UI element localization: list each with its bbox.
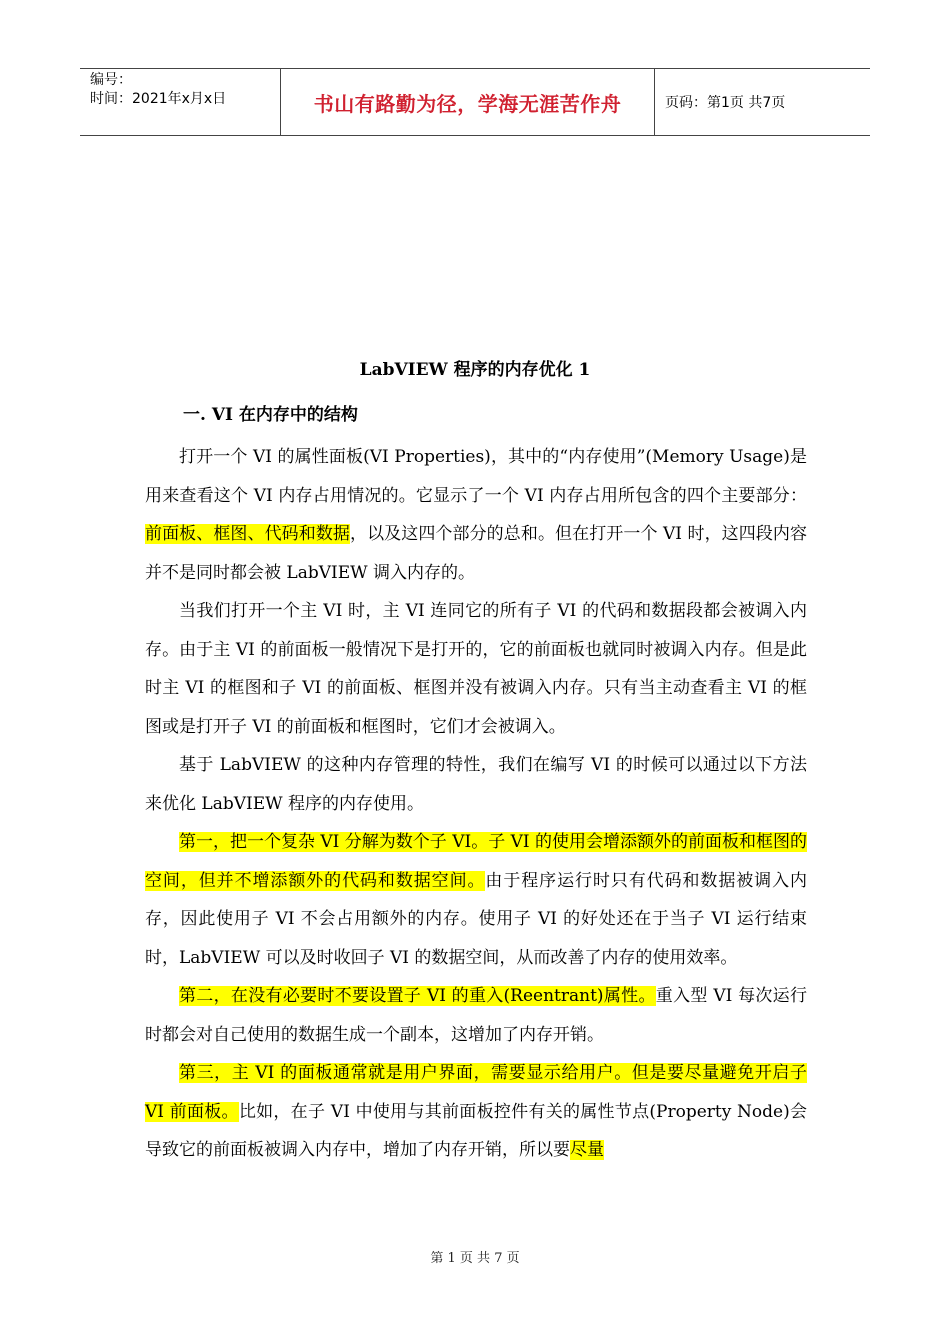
motto: 书山有路勤为径，学海无涯苦作舟 — [313, 91, 622, 116]
paragraph-5: 第二，在没有必要时不要设置子 VI 的重入(Reentrant)属性。重入型 VI 每次运行时都会对自己使用的数据生成一个副本，这增加了内存开销。 — [145, 986, 807, 1045]
page-code-cell — [655, 69, 870, 135]
number-label: 编号： — [90, 72, 132, 88]
paragraph-4: 第一，把一个复杂 VI 分解为数个子 VI。子 VI 的使用会增添额外的前面板和框图的空间，但并不增添额外的代码和数据空间。由于程序运行时只有代码和数据被调入内存，因此使用子 VI 不会占用额外的内存。使用子 VI 的好处还在于当子 VI 运行结束时，LabVIEW 可以及时收回子 VI 的数据空间，从而改善了内存的使用效率。 — [145, 832, 808, 968]
highlight: 第三，主 VI 的面板通常就是用户界面，需要显示给用户。但是要尽量避免开启子 VI 前面板。 — [145, 1063, 807, 1122]
highlight: 第二，在没有必要时不要设置子 VI 的重入(Reentrant)属性。 — [179, 986, 656, 1006]
paragraph-2: 当我们打开一个主 VI 时，主 VI 连同它的所有子 VI 的代码和数据段都会被调入内存。由于主 VI 的前面板一般情况下是打开的，它的前面板也就同时被调入内存。但是此时主 VI 的框图和子 VI 的前面板、框图并没有被调入内存。只有当主动查看主 VI 的框图或是打开子 VI 的前面板和框图时，它们才会被调入。 — [145, 601, 807, 737]
highlight: 第一，把一个复杂 VI 分解为数个子 VI。子 VI 的使用会增添额外的前面板和框图的空间，但并不增添额外的代码和数据空间。 — [145, 832, 807, 891]
highlight: 前面板、框图、代码和数据 — [145, 524, 351, 544]
section-heading: 一. VI 在内存中的结构 — [183, 405, 358, 425]
paragraph-1: 打开一个 VI 的属性面板(VI Properties)，其中的“内存使用”(Memory Usage)是用来查看这个 VI 内存占用情况的。它显示了一个 VI 内存占用所包含的四个主要部分：前面板、框图、代码和数据，以及这四个部分的总和。但在打开一个 VI 时，这四段内容并不是同时都会被 LabVIEW 调入内存的。 — [145, 447, 807, 583]
header-meta-cell — [80, 69, 281, 135]
page-code: 页码：第1页 共7页 — [665, 95, 786, 111]
time-label: 时间：2021年x月x日 — [90, 91, 227, 107]
header-table — [80, 68, 870, 136]
paragraph-6: 第三，主 VI 的面板通常就是用户界面，需要显示给用户。但是要尽量避免开启子 VI 前面板。比如，在子 VI 中使用与其前面板控件有关的属性节点(Property Node)会导致它的前面板被调入内存中，增加了内存开销，所以要尽量 — [145, 1063, 807, 1160]
page-footer: 第 1 页 共 7 页 — [430, 1251, 520, 1266]
document-body — [145, 438, 807, 1170]
paragraph-3: 基于 LabVIEW 的这种内存管理的特性，我们在编写 VI 的时候可以通过以下方法来优化 LabVIEW 程序的内存使用。 — [145, 755, 807, 814]
document-title: LabVIEW 程序的内存优化 1 — [359, 360, 591, 380]
motto-cell — [281, 69, 655, 135]
highlight: 尽量 — [570, 1140, 604, 1160]
